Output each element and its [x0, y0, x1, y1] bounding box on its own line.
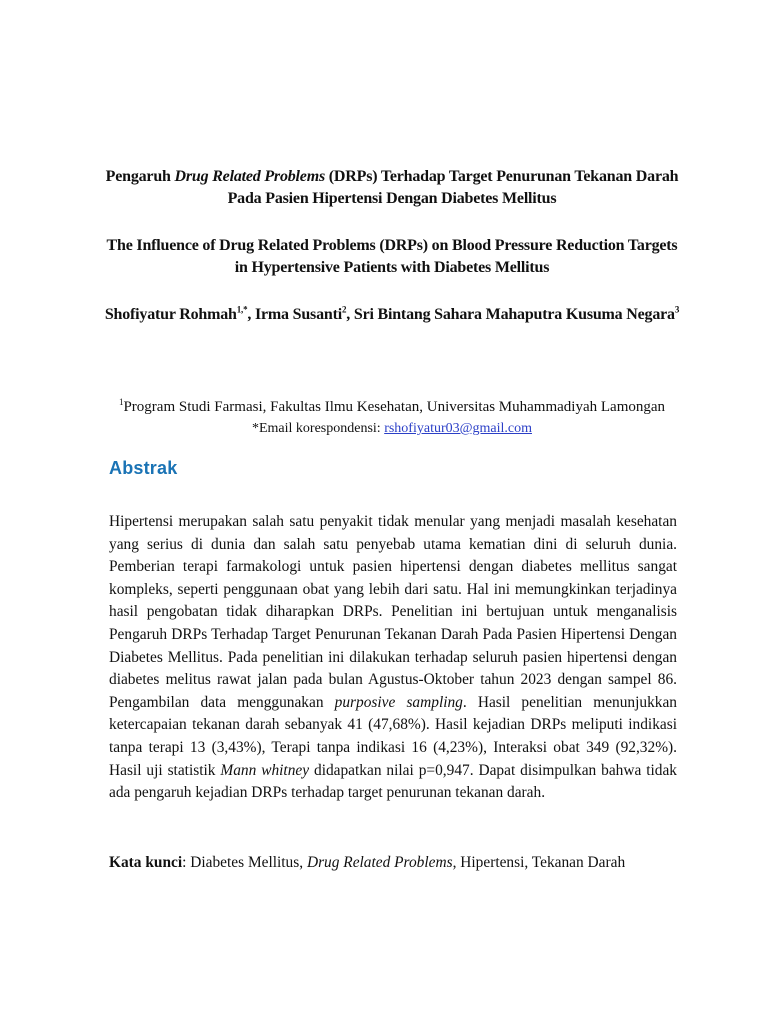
author-separator: , [346, 306, 354, 323]
title-id-italic: Drug Related Problems [174, 168, 325, 185]
author-name: Shofiyatur Rohmah [104, 306, 237, 323]
abstract-text: . Hasil penelitian menunjukkan ketercapaian tekanan darah sebanyak 41 (47,68%). Hasil kejadian DRPs meliputi indikasi tanpa terapi 13 (3,43%), Terapi tanpa indikasi 16 (4,23%), Interaksi obat 349 (92,32%). Hasil uji statistik [109, 693, 677, 779]
author-separator: , [247, 306, 255, 323]
keywords-line [109, 852, 677, 874]
email-label: *Email korespondensi: [251, 421, 385, 436]
title-indonesian [100, 166, 684, 210]
abstract-italic-term: Mann whitney [220, 761, 310, 779]
affiliation-text: Program Studi Farmasi, Fakultas Ilmu Kesehatan, Universitas Muhammadiyah Lamongan [123, 399, 666, 415]
author-affiliation-mark: 2 [341, 304, 347, 315]
keywords-colon: : [182, 854, 191, 871]
author-affiliation-mark: 1,* [236, 304, 248, 315]
affiliation-block [80, 397, 704, 439]
keywords-label: Kata kunci [109, 854, 183, 871]
abstract-paragraph [109, 511, 677, 805]
abstract-heading: Abstrak [109, 458, 178, 478]
author-name: Irma Susanti [255, 306, 342, 323]
affiliation-mark: 1 [118, 397, 124, 407]
keywords-italic-term: Drug Related Problems [306, 854, 453, 871]
keywords-text: Diabetes Mellitus, [190, 854, 307, 871]
abstract-italic-term: purposive sampling [334, 693, 463, 711]
email-link[interactable]: rshofiyatur03@gmail.com [384, 421, 532, 436]
title-id-part1: Pengaruh [105, 168, 175, 185]
title-id-part2: (DRPs) Terhadap Target Penurunan Tekanan Darah Pada Pasien Hipertensi Dengan Diabetes Mellitus [227, 168, 679, 207]
abstract-text: didapatkan nilai p=0,947. Dapat disimpulkan bahwa tidak ada pengaruh kejadian DRPs terhadap target penurunan tekanan darah. [109, 761, 678, 802]
author-list [100, 304, 684, 326]
keywords-text: , Hipertensi, Tekanan Darah [452, 854, 626, 871]
email-line [80, 418, 704, 439]
author-affiliation-mark: 3 [674, 304, 680, 315]
abstract-text: Hipertensi merupakan salah satu penyakit tidak menular yang menjadi masalah kesehatan yang serius di dunia dan salah satu penyebab utama kematian dini di seluruh dunia. Pemberian terapi farmakologi untuk pasien hipertensi dengan diabetes mellitus sangat kompleks, seperti penggunaan obat yang lebih dari satu. Hal ini memungkinkan terjadinya hasil pengobatan tidak diharapkan DRPs. Penelitian ini bertujuan untuk menganalisis Pengaruh DRPs Terhadap Target Penurunan Tekanan Darah Pada Pasien Hipertensi Dengan Diabetes Mellitus. Pada penelitian ini dilakukan terhadap seluruh pasien hipertensi dengan diabetes melitus rawat jalan pada bulan Agustus-Oktober tahun 2023 dengan sampel 86. Pengambilan data menggunakan [109, 513, 677, 711]
author-name: Sri Bintang Sahara Mahaputra Kusuma Negara [353, 306, 675, 323]
title-english: The Influence of Drug Related Problems (DRPs) on Blood Pressure Reduction Targets in Hypertensive Patients with Diabetes Mellitus [106, 237, 678, 276]
affiliation-line [80, 397, 704, 418]
